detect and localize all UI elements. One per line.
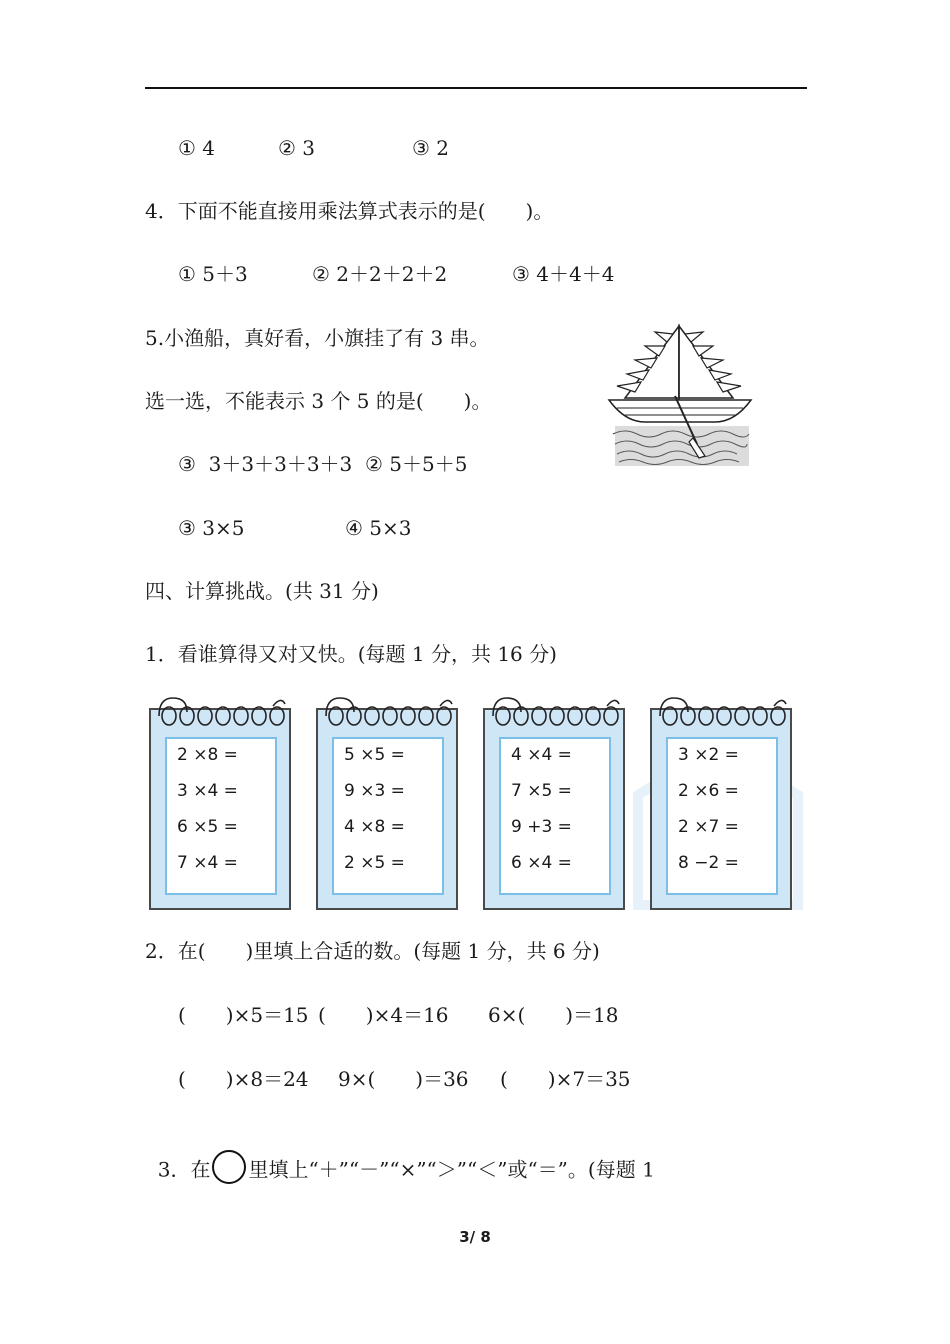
card4-eq1: 3 ×2 =	[678, 745, 739, 765]
spiral-binding-icon	[322, 694, 454, 728]
fill-blank-2: ( )×4＝16	[318, 1003, 449, 1027]
card2-eq2: 9 ×3 =	[344, 781, 405, 801]
fill-blank-5: 9×( )＝36	[338, 1067, 469, 1091]
fill-blank-1: ( )×5＝15	[178, 1003, 309, 1027]
q4-option-3: ③ 4＋4＋4	[512, 262, 615, 286]
card2-eq3: 4 ×8 =	[344, 817, 405, 837]
card4-eq4: 8 −2 =	[678, 853, 739, 873]
section4-sub2: 2．在( )里填上合适的数。(每题 1 分，共 6 分)	[145, 939, 600, 963]
card1-eq3: 6 ×5 =	[177, 817, 238, 837]
q5-line2: 选一选，不能表示 3 个 5 的是( )。	[145, 389, 492, 413]
card3-eq4: 6 ×4 =	[511, 853, 572, 873]
fill-blank-3: 6×( )＝18	[488, 1003, 619, 1027]
section4-sub3	[145, 1130, 655, 1188]
notepad-card-3	[483, 708, 625, 910]
q5-option-5x3: ④ 5×3	[345, 516, 412, 540]
notepad-card-2	[316, 708, 458, 910]
card1-eq4: 7 ×4 =	[177, 853, 238, 873]
q4-option-1: ① 5＋3	[178, 262, 248, 286]
q5-options-row1: ③ 3＋3＋3＋3＋3 ② 5＋5＋5	[178, 452, 468, 476]
fill-blank-4: ( )×8＝24	[178, 1067, 309, 1091]
q3-option-1: ① 4	[178, 136, 216, 160]
card1-eq1: 2 ×8 =	[177, 745, 238, 765]
card3-eq1: 4 ×4 =	[511, 745, 572, 765]
notepad-card-4	[650, 708, 792, 910]
header-rule	[145, 87, 807, 89]
card3-eq3: 9 +3 =	[511, 817, 572, 837]
card4-eq2: 2 ×6 =	[678, 781, 739, 801]
section4-sub1: 1．看谁算得又对又快。(每题 1 分，共 16 分)	[145, 642, 557, 666]
page-number: 3/ 8	[459, 1228, 491, 1246]
sub3-prefix: 3．在	[157, 1157, 211, 1182]
blank-circle-icon	[212, 1150, 246, 1184]
sailboat-illustration	[605, 322, 755, 468]
spiral-binding-icon	[489, 694, 621, 728]
q5-line1: 5.小渔船，真好看，小旗挂了有 3 串。	[145, 326, 490, 350]
sub3-suffix: 里填上“＋”“－”“×”“＞”“＜”或“＝”。(每题 1	[248, 1157, 655, 1182]
notepad-card-1	[149, 708, 291, 910]
spiral-binding-icon	[656, 694, 788, 728]
card2-eq4: 2 ×5 =	[344, 853, 405, 873]
q5-option-3x5: ③ 3×5	[178, 516, 245, 540]
section4-title: 四、计算挑战。(共 31 分)	[145, 579, 379, 603]
spiral-binding-icon	[155, 694, 287, 728]
q4-question: 4．下面不能直接用乘法算式表示的是( )。	[145, 199, 554, 223]
card1-eq2: 3 ×4 =	[177, 781, 238, 801]
card4-eq3: 2 ×7 =	[678, 817, 739, 837]
q4-option-2: ② 2＋2＋2＋2	[312, 262, 448, 286]
card2-eq1: 5 ×5 =	[344, 745, 405, 765]
q3-option-3: ③ 2	[412, 136, 450, 160]
card3-eq2: 7 ×5 =	[511, 781, 572, 801]
q3-option-2: ② 3	[278, 136, 316, 160]
fill-blank-6: ( )×7＝35	[500, 1067, 631, 1091]
